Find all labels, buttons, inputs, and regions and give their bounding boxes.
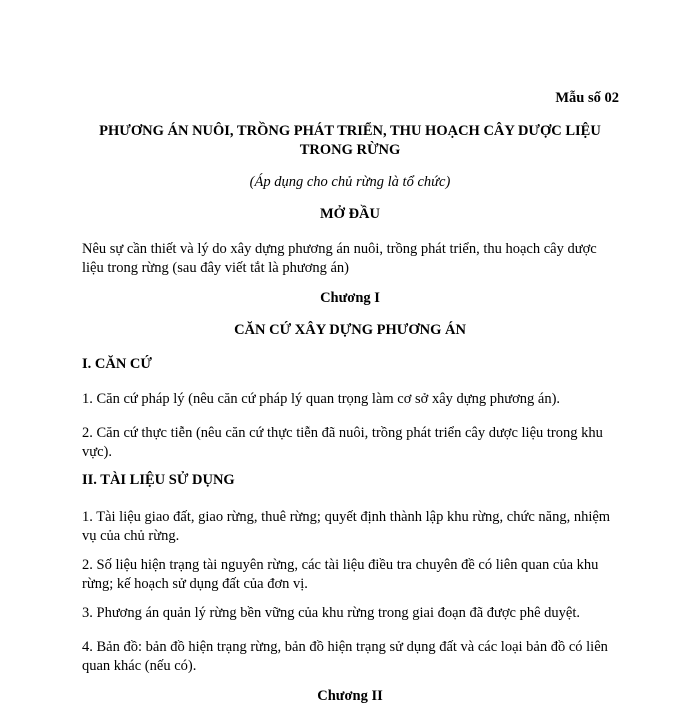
section-1-heading: I. CĂN CỨ	[82, 356, 152, 372]
document-title-line-2: TRONG RỪNG	[299, 142, 401, 158]
section-2-item-4: 4. Bản đồ: bản đồ hiện trạng rừng, bản đồ hiện trạng sử dụng đất và các loại bản đồ có liên quan khác (nếu có).	[82, 639, 608, 674]
document-title	[80, 122, 620, 160]
section-1-item-2: 2. Căn cứ thực tiễn (nêu căn cứ thực tiễn đã nuôi, trồng phát triển cây dược liệu trong khu vực).	[82, 425, 603, 460]
chapter-1-label: Chương I	[320, 290, 380, 306]
chapter-1-title: CĂN CỨ XÂY DỰNG PHƯƠNG ÁN	[234, 322, 466, 338]
document-title-line-1: PHƯƠNG ÁN NUÔI, TRỒNG PHÁT TRIỂN, THU HOẠCH CÂY DƯỢC LIỆU	[99, 123, 601, 139]
intro-heading: MỞ ĐẦU	[319, 206, 380, 222]
section-2-heading: II. TÀI LIỆU SỬ DỤNG	[82, 472, 235, 488]
section-1-item-1: 1. Căn cứ pháp lý (nêu căn cứ pháp lý quan trọng làm cơ sở xây dựng phương án).	[82, 391, 561, 407]
intro-paragraph: Nêu sự cần thiết và lý do xây dựng phương án nuôi, trồng phát triển, thu hoạch cây dược liệu trong rừng (sau đây viết tắt là phương án)	[82, 241, 597, 276]
chapter-2-label: Chương II	[317, 688, 383, 704]
section-2-item-2: 2. Số liệu hiện trạng tài nguyên rừng, các tài liệu điều tra chuyên đề có liên quan của khu rừng; kế hoạch sử dụng đất của đơn vị.	[82, 557, 599, 592]
section-2-item-1: 1. Tài liệu giao đất, giao rừng, thuê rừng; quyết định thành lập khu rừng, chức năng, nhiệm vụ của chủ rừng.	[82, 509, 611, 544]
form-number: Mẫu số 02	[555, 90, 619, 106]
document-subtitle: (Áp dụng cho chủ rừng là tổ chức)	[249, 174, 451, 190]
section-2-item-3: 3. Phương án quản lý rừng bền vững của khu rừng trong giai đoạn đã được phê duyệt.	[82, 605, 580, 621]
